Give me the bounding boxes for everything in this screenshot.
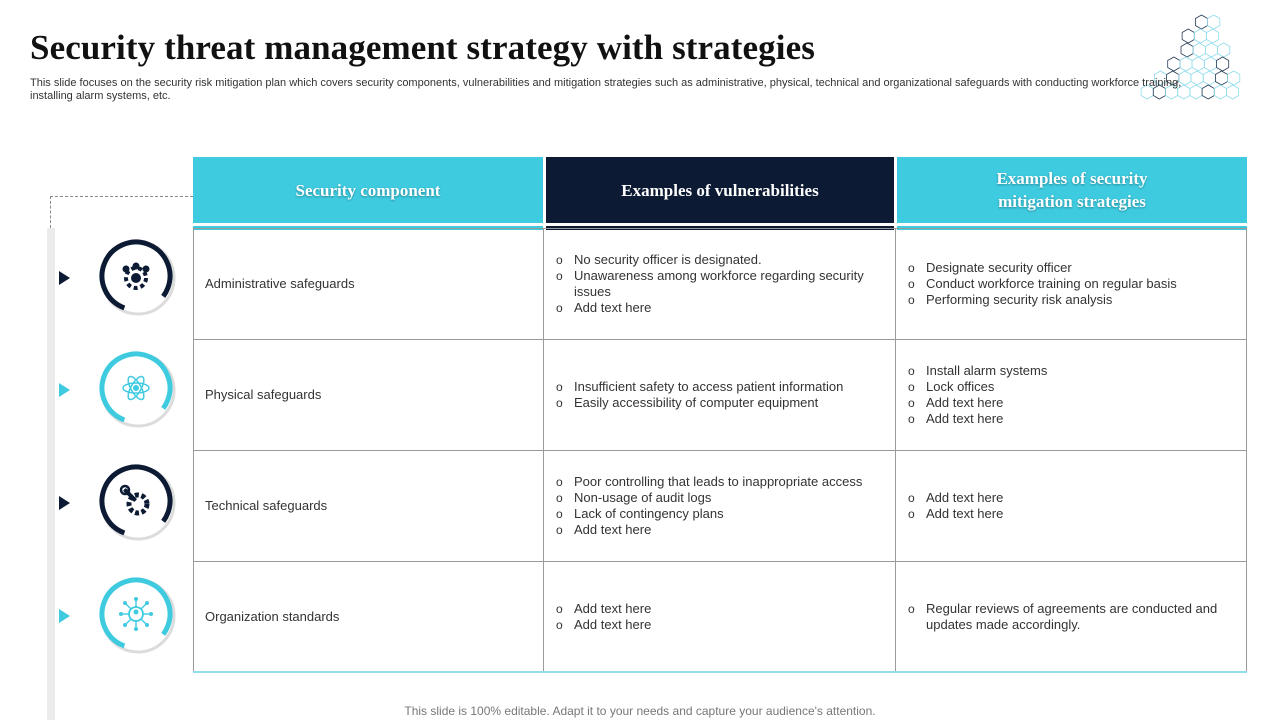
list-item: o Add text here [908,395,1047,411]
atom-shield-icon [98,350,178,430]
header-mitigation-strategies: Examples of security mitigation strategies [897,157,1247,223]
list-item: o Add text here [908,411,1047,427]
list-item: o Insufficient safety to access patient information [556,379,843,395]
list-item: o Non-usage of audit logs [556,490,862,506]
row-marker-physical [56,350,176,430]
list-item: o Designate security officer [908,260,1177,276]
triangle-pointer-icon [59,609,70,623]
table-cell-component [193,228,544,340]
table-cell-vulnerabilities [543,450,896,562]
component-label: Technical safeguards [205,498,328,513]
list-item: o Lock offices [908,379,1047,395]
triangle-pointer-icon [59,271,70,285]
header-vulnerabilities: Examples of vulnerabilities [546,157,894,223]
list-item: o Add text here [556,300,875,316]
list-item: o Install alarm systems [908,363,1047,379]
hexagon-shape [1168,57,1180,71]
page-title: Security threat management strategy with strategies [30,28,815,67]
hexagon-shape [1218,43,1230,57]
icon-badge [98,463,178,543]
hexagon-shape [1193,43,1205,57]
component-label: Physical safeguards [205,387,322,402]
page-description: This slide focuses on the security risk mitigation plan which covers security components, vulnerabilities and mitigation strategies such as administrative, physical, technical and organizational safeguards with conducting workforce training, installing alarm systems, etc. [30,77,1182,102]
hexagon-shape [1195,15,1207,29]
table-cell-mitigation [895,228,1247,340]
hexagon-shape [1180,57,1192,71]
vulnerabilities-list [556,601,651,633]
connector-line [50,196,193,197]
hexagon-shape [1217,57,1229,71]
hexagon-shape [1207,29,1219,43]
triangle-pointer-icon [59,383,70,397]
list-item: o Add text here [908,506,1003,522]
table-cell-component [193,450,544,562]
mitigation-list [908,363,1047,427]
hexagon-shape [1215,71,1227,85]
table-cell-component [193,561,544,673]
vulnerabilities-list [556,474,862,538]
list-item: o Add text here [908,490,1003,506]
mitigation-list [908,601,1226,633]
list-item: o Add text here [556,601,651,617]
table-cell-component [193,339,544,451]
list-item: o No security officer is designated. [556,252,875,268]
icon-badge [98,350,178,430]
list-item: o Performing security risk analysis [908,292,1177,308]
list-item: o Poor controlling that leads to inappropriate access [556,474,862,490]
row-marker-administrative [56,238,176,318]
connector-line [50,196,51,228]
hexagon-shape [1194,29,1206,43]
table-cell-mitigation [895,450,1247,562]
table-cell-vulnerabilities [543,339,896,451]
mitigation-list [908,490,1003,522]
table-cell-vulnerabilities [543,561,896,673]
network-user-icon [98,576,178,656]
list-item: o Conduct workforce training on regular basis [908,276,1177,292]
hexagon-shape [1227,85,1239,99]
icon-badge [98,238,178,318]
row-marker-technical [56,463,176,543]
list-item: o Regular reviews of agreements are conducted and updates made accordingly. [908,601,1226,633]
hexagon-shape [1208,15,1220,29]
table-cell-mitigation [895,561,1247,673]
hexagon-shape [1181,43,1193,57]
vulnerabilities-list [556,379,843,411]
wrench-gear-icon [98,463,178,543]
component-label: Organization standards [205,609,340,624]
list-item: o Lack of contingency plans [556,506,862,522]
hexagon-shape [1182,29,1194,43]
table-cell-mitigation [895,339,1247,451]
component-label: Administrative safeguards [205,276,355,291]
hexagon-shape [1205,43,1217,57]
header-security-component: Security component [193,157,543,223]
hexagon-shape [1192,57,1204,71]
hexagon-shape [1214,85,1226,99]
strategy-table [193,228,1247,672]
list-item: o Add text here [556,522,862,538]
side-accent-bar [47,228,55,720]
team-gear-icon [98,238,178,318]
table-bottom-accent [193,671,1247,673]
icon-badge [98,576,178,656]
mitigation-list [908,260,1177,308]
list-item: o Add text here [556,617,651,633]
triangle-pointer-icon [59,496,70,510]
hexagon-shape [1204,57,1216,71]
table-cell-vulnerabilities [543,228,896,340]
row-marker-organization [56,576,176,656]
vulnerabilities-list [556,252,875,316]
hexagon-shape [1228,71,1240,85]
list-item: o Unawareness among workforce regarding security issues [556,268,875,300]
footer-note: This slide is 100% editable. Adapt it to your needs and capture your audience's attention. [404,704,876,718]
list-item: o Easily accessibility of computer equipment [556,395,843,411]
